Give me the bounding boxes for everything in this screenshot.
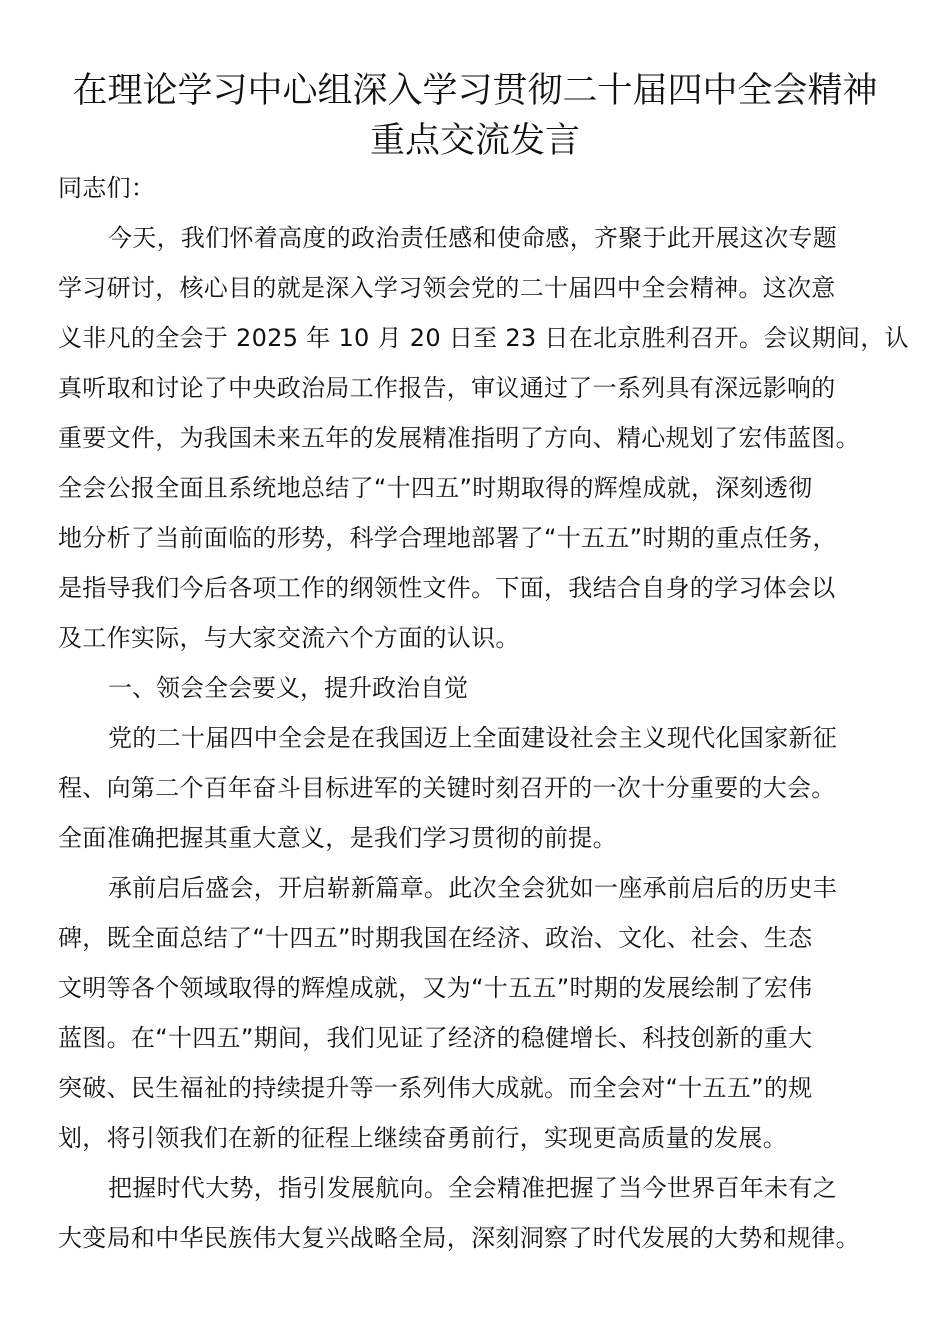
paragraph-line: 全会公报全面且系统地总结了“十四五”时期取得的辉煌成就，深刻透彻 — [58, 474, 813, 502]
paragraph-line: 是指导我们今后各项工作的纲领性文件。下面，我结合自身的学习体会以 — [58, 574, 836, 602]
paragraph-line: 全面准确把握其重大意义，是我们学习贯彻的前提。 — [58, 824, 617, 852]
paragraph-line: 地分析了当前面临的形势，科学合理地部署了“十五五”时期的重点任务， — [58, 524, 837, 552]
paragraph-line: 及工作实际，与大家交流六个方面的认识。 — [58, 624, 520, 652]
paragraph-line: 承前启后盛会，开启崭新篇章。此次全会犹如一座承前启后的历史丰 — [108, 874, 837, 902]
document-title-line-2: 重点交流发言 — [369, 121, 580, 161]
salutation: 同志们： — [58, 174, 156, 202]
paragraph-line: 蓝图。在“十四五”期间，我们见证了经济的稳健增长、科技创新的重大 — [58, 1024, 813, 1052]
paragraph-line: 程、向第二个百年奋斗目标进军的关键时刻召开的一次十分重要的大会。 — [58, 774, 836, 802]
paragraph-line: 文明等各个领域取得的辉煌成就，又为“十五五”时期的发展绘制了宏伟 — [58, 974, 813, 1002]
section-heading: 一、领会全会要义，提升政治自觉 — [108, 674, 468, 702]
paragraph-line: 重要文件，为我国未来五年的发展精准指明了方向、精心规划了宏伟蓝图。 — [58, 424, 860, 452]
document-title-line-1: 在理论学习中心组深入学习贯彻二十届四中全会精神 — [72, 71, 878, 111]
paragraph-line: 划，将引领我们在新的征程上继续奋勇前行，实现更高质量的发展。 — [58, 1124, 787, 1152]
paragraph-line: 真听取和讨论了中央政治局工作报告，审议通过了一系列具有深远影响的 — [58, 374, 836, 402]
paragraph-line: 学习研讨，核心目的就是深入学习领会党的二十届四中全会精神。这次意 — [58, 274, 836, 302]
paragraph-line: 大变局和中华民族伟大复兴战略全局，深刻洞察了时代发展的大势和规律。 — [58, 1224, 860, 1252]
paragraph-line: 今天，我们怀着高度的政治责任感和使命感，齐聚于此开展这次专题 — [108, 224, 837, 252]
paragraph-line: 碑，既全面总结了“十四五”时期我国在经济、政治、文化、社会、生态 — [58, 924, 813, 952]
paragraph-line: 义非凡的全会于 2025 年 10 月 20 日至 23 日在北京胜利召开。会议期间，认 — [58, 324, 909, 352]
paragraph-line: 突破、民生福祉的持续提升等一系列伟大成就。而全会对“十五五”的规 — [58, 1074, 813, 1102]
paragraph-line: 把握时代大势，指引发展航向。全会精准把握了当今世界百年未有之 — [108, 1174, 837, 1202]
paragraph-line: 党的二十届四中全会是在我国迈上全面建设社会主义现代化国家新征 — [108, 724, 837, 752]
